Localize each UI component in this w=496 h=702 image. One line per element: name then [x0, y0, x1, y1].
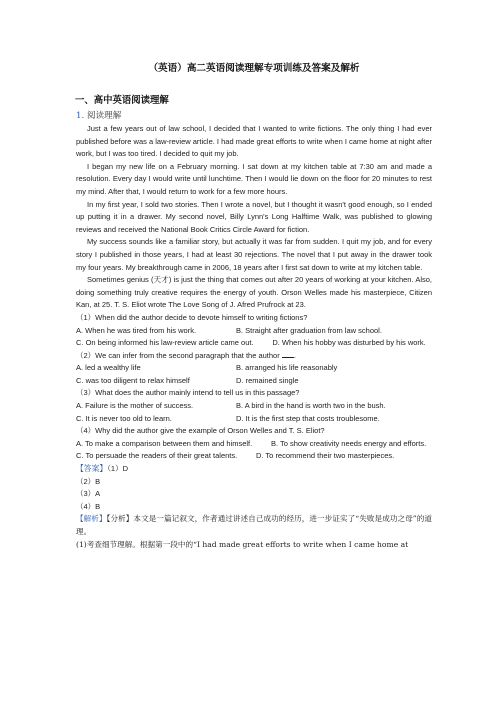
paragraph-4: My success sounds like a familiar story, but actually it was far from sudden. I quit my job, and for every story I published in those years, I had at least 30 rejections. The novel that I put away in the drawer took my four years. My breakthrough came in 2006, 18 years after I first sat down to write at my kitchen table.	[76, 237, 432, 272]
q2-option-b: B. arranged his life reasonably	[236, 363, 338, 373]
q3-options-row1	[76, 400, 432, 413]
question-label: 阅读理解	[86, 111, 122, 121]
analysis-heading: 【解析】	[76, 514, 107, 524]
q4-option-b: B. To show creativity needs energy and efforts.	[270, 438, 427, 448]
paragraph-2: I began my new life on a February morning. I sat down at my kitchen table at 7:30 am and made a resolution. Every day I would write until lunchtime. Then I would lie down on the floor for 20 minutes to rest my mind. After that, I would return to work for a few more hours.	[76, 161, 432, 196]
answer-3: （3）A	[76, 489, 101, 499]
analysis-line-2: (1)考查细节理解。根据第一段中的“I had made great efforts to write when I came home at	[76, 539, 409, 549]
q2-option-a: A. led a wealthy life	[76, 363, 141, 373]
q1-option-a: A. When he was tired from his work.	[76, 325, 197, 335]
paragraph-3: In my first year, I sold two stories. Then I wrote a novel, but I thought it wasn't good enough, so I ended up putting it in a drawer. My second novel, Billy Lynn's Long Halftime Walk, was published to glowing reviews and received the National Book Critics Circle Award for fiction.	[76, 199, 432, 234]
q2-stem	[76, 350, 432, 363]
q4-option-c: C. To persuade the readers of their great talents.	[76, 451, 238, 461]
analysis-block	[76, 513, 432, 538]
q4-option-a: A. To make a comparison between them and himself.	[76, 438, 253, 448]
q2-options-row1	[76, 362, 432, 375]
q2-stem-end: .	[293, 350, 296, 360]
q2-stem-text: （2）We can infer from the second paragraph that the author	[76, 350, 280, 360]
q3-option-b: B. A bird in the hand is worth two in the bush.	[236, 401, 386, 411]
answer-line	[76, 463, 432, 476]
q2-options-row2	[76, 375, 432, 388]
question-number: 1.	[76, 111, 85, 121]
q1-option-c: C. On being informed his law-review article came out.	[76, 338, 254, 348]
q1-options-row1	[76, 325, 432, 338]
q1-option-b: B. Straight after graduation from law school.	[236, 325, 382, 335]
answer-1: （1）D	[107, 464, 129, 474]
section-heading: 一、高中英语阅读理解	[75, 95, 169, 106]
paragraph-5: Sometimes genius (天才) is just the thing that comes out after 20 years of working at your kitchen. Also, doing something truly creative requires the energy of youth. Orson Welles made his masterpiece, Citizen Kan, at 25. T. S. Eliot wrote The Love Song of J. Afred Prufrock at 23.	[76, 275, 432, 310]
answer-4: （4）B	[76, 501, 101, 511]
q3-option-c: C. It is never too old to learn.	[76, 413, 172, 423]
analysis-text: 【分析】本文是一篇记叙文，作者通过讲述自己成功的经历，进一步证实了“失败是成功之母”的道理。	[76, 514, 432, 536]
q2-option-d: D. remained single	[236, 375, 299, 385]
q4-stem: （4）Why did the author give the example of Orson Welles and T. S. Eliot?	[76, 426, 325, 436]
q4-options-row1	[76, 438, 432, 451]
answer-blank	[282, 350, 294, 358]
document-title: （英语）高二英语阅读理解专项训练及答案及解析	[148, 63, 360, 74]
q3-option-d: D. It is the first step that costs troublesome.	[236, 413, 380, 423]
question-heading	[76, 109, 432, 121]
q1-stem: （1）When did the author decide to devote himself to writing fictions?	[76, 312, 308, 322]
q1-option-d: D. When his hobby was disturbed by his work.	[272, 338, 426, 348]
q3-option-a: A. Failure is the mother of success.	[76, 401, 194, 411]
q4-options-row2	[76, 450, 432, 463]
q2-option-c: C. was too diligent to relax himself	[76, 375, 190, 385]
q3-stem: （3）What does the author mainly intend to tell us in this passage?	[76, 388, 300, 398]
paragraph-1: Just a few years out of law school, I decided that I wanted to write fictions. The only thing I had ever published before was a law-review article. I had made great efforts to write when I came home at night after work, but I was too tired. I decided to quit my job.	[76, 124, 432, 159]
q1-options-row2	[76, 337, 432, 350]
q3-options-row2	[76, 413, 432, 426]
q4-option-d: D. To recommend their two masterpieces.	[255, 451, 395, 461]
answer-heading: 【答案】	[76, 464, 108, 474]
answer-2: （2）B	[76, 476, 101, 486]
